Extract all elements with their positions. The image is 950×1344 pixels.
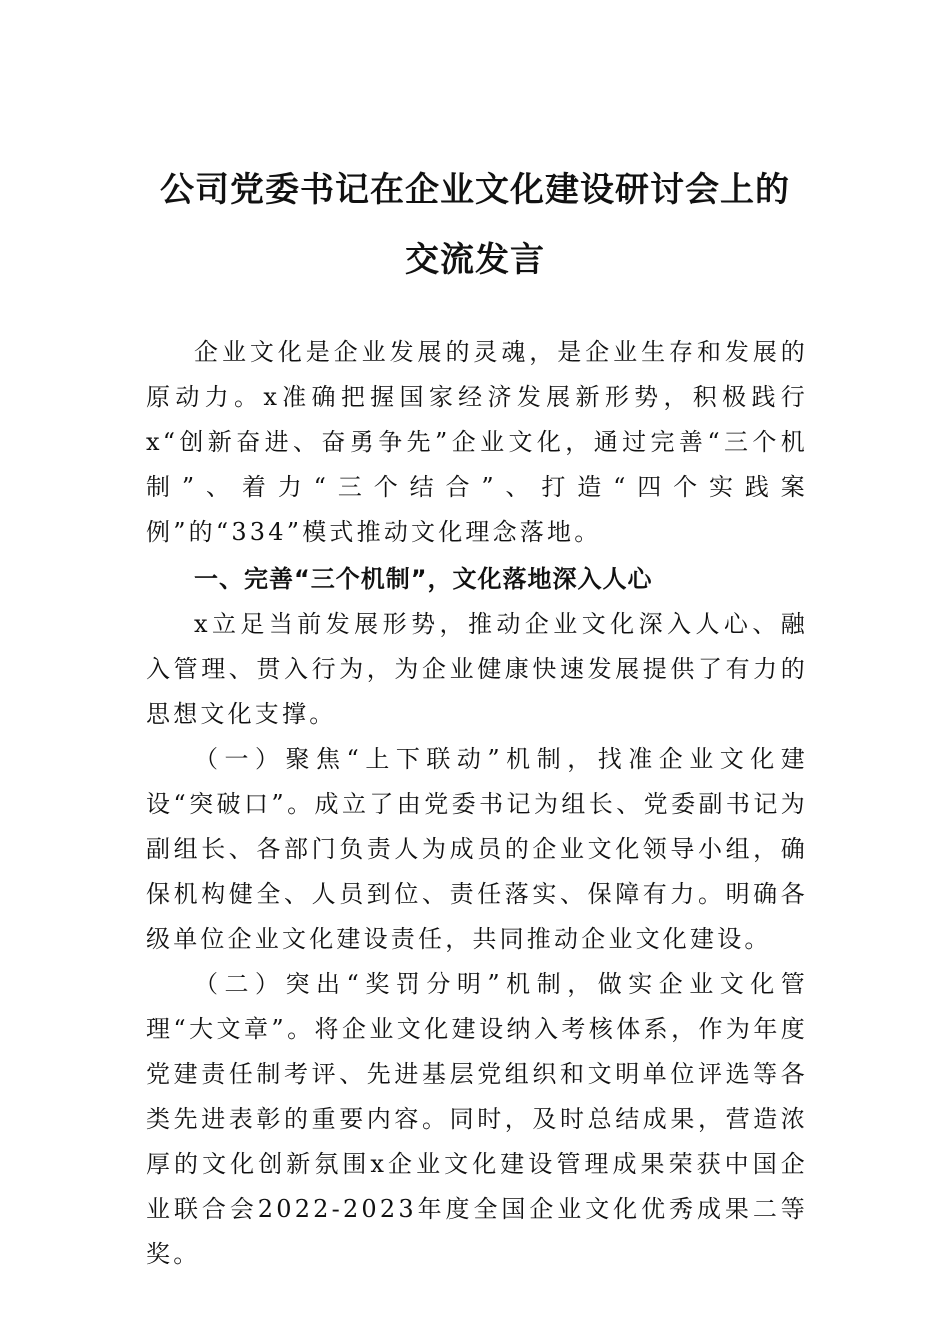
section-1-intro-paragraph: x立足当前发展形势，推动企业文化深入人心、融入管理、贯入行为，为企业健康快速发展提供了有力的思想文化支撑。 [146,610,808,728]
document-body [146,330,808,1277]
intro-paragraph: 企业文化是企业发展的灵魂，是企业生存和发展的原动力。x准确把握国家经济发展新形势，积极践行x“创新奋进、奋勇争先”企业文化，通过完善“三个机制”、着力“三个结合”、打造“四个实践案例”的“334”模式推动文化理念落地。 [146,338,808,546]
subsection-1-paragraph: （一）聚焦“上下联动”机制，找准企业文化建设“突破口”。成立了由党委书记为组长、党委副书记为副组长、各部门负责人为成员的企业文化领导小组，确保机构健全、人员到位、责任落实、保障有力。明确各级单位企业文化建设责任，共同推动企业文化建设。 [146,745,808,953]
document-title-line-1: 公司党委书记在企业文化建设研讨会上的 [160,170,790,210]
subsection-2-paragraph: （二）突出“奖罚分明”机制，做实企业文化管理“大文章”。将企业文化建设纳入考核体系，作为年度党建责任制考评、先进基层党组织和文明单位评选等各类先进表彰的重要内容。同时，及时总结成果，营造浓厚的文化创新氛围x企业文化建设管理成果荣获中国企业联合会2022-2023年度全国企业文化优秀成果二等奖。 [146,970,808,1268]
section-heading-1: 一、完善“三个机制”，文化落地深入人心 [194,565,653,593]
document-title-line-2: 交流发言 [405,240,545,280]
